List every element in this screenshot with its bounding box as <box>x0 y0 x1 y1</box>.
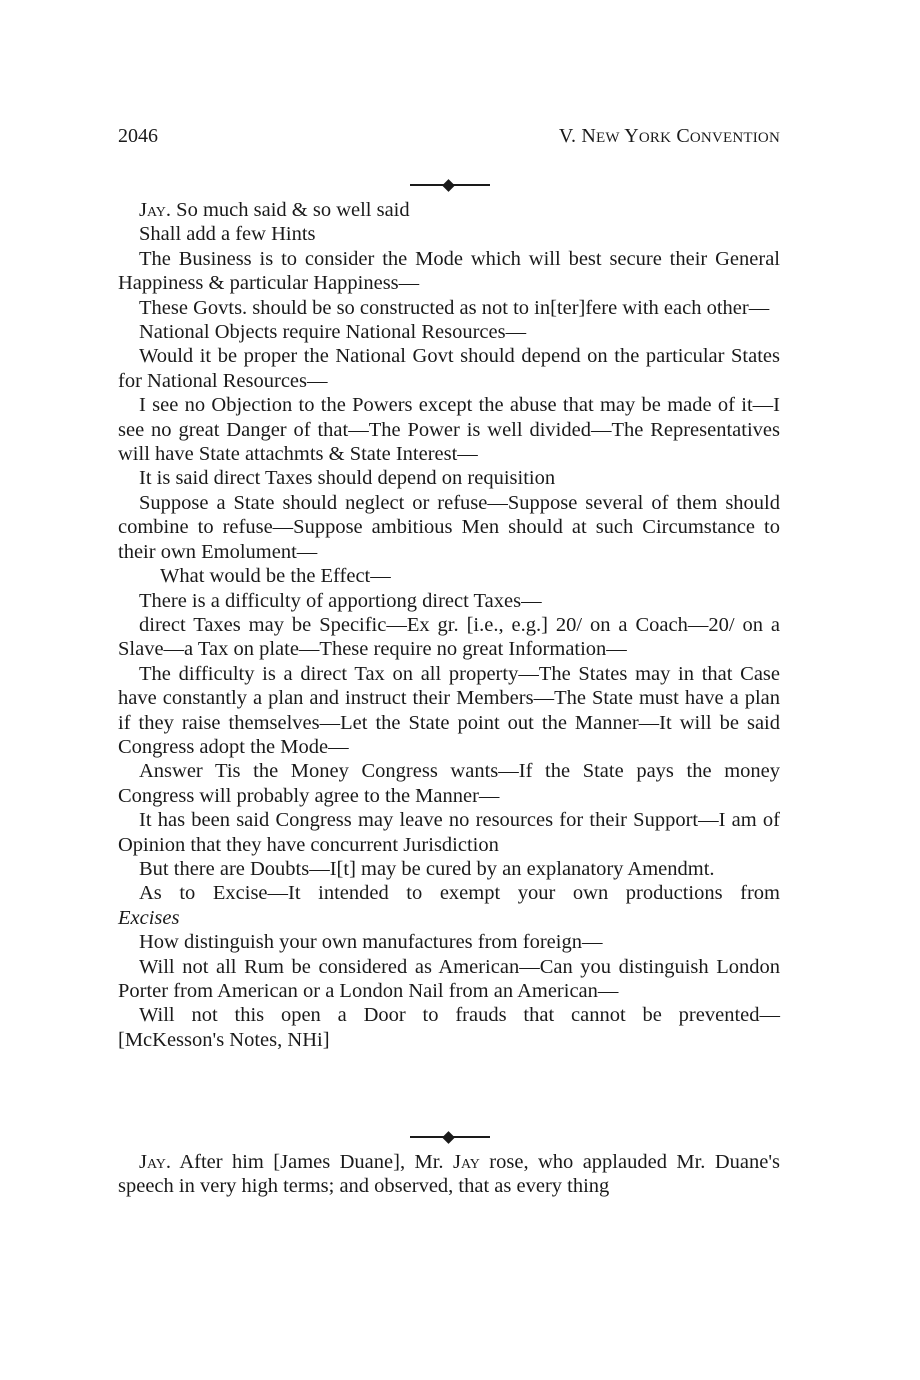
notes-paragraph: The difficulty is a direct Tax on all property—The States may in that Case have constantly a plan and instruct their Members—The State must have a plan if they raise themselves—Let the State point out the Manner—It will be said Congress adopt the Mode— <box>118 662 780 758</box>
notes-paragraph: The Business is to consider the Mode which will best secure their General Happiness & particular Happiness— <box>118 247 780 295</box>
notes-paragraph: But there are Doubts—I[t] may be cured by an explanatory Amendmt. <box>139 857 715 880</box>
notes-paragraph: I see no Objection to the Powers except the abuse that may be made of it—I see no great Danger of that—The Power is well divided—The Representatives will have State attachmts & State Interest— <box>118 394 780 466</box>
notes-paragraph: It is said direct Taxes should depend on requisition <box>139 467 556 490</box>
section-ornament-bottom <box>410 1131 490 1143</box>
report-paragraph: Jay. After him [James Duane], Mr. Jay rose, who applauded Mr. Duane's speech in very high terms; and observed, that as every thing <box>118 1151 780 1198</box>
speaker-inline: Jay <box>452 1151 480 1173</box>
notes-paragraph: Shall add a few Hints <box>139 223 316 246</box>
notes-paragraph: Suppose a State should neglect or refuse—Suppose several of them should combine to refuse—Suppose ambitious Men should at such Circumstance to their own Emolument— <box>118 491 780 563</box>
notes-paragraph: There is a difficulty of apportiong direct Taxes— <box>139 589 542 612</box>
report-section <box>118 1150 780 1199</box>
notes-paragraph: Answer Tis the Money Congress wants—If the State pays the money Congress will probably agree to the Manner— <box>118 760 780 807</box>
notes-paragraph: Would it be proper the National Govt should depend on the particular States for National Resources— <box>118 345 780 392</box>
notes-paragraph: direct Taxes may be Specific—Ex gr. [i.e., e.g.] 20/ on a Coach—20/ on a Slave—a Tax on plate—These require no great Information— <box>118 613 780 661</box>
notes-section <box>118 198 780 1052</box>
speaker-name: Jay <box>139 199 166 221</box>
notes-paragraph: What would be the Effect— <box>160 565 391 588</box>
notes-paragraph: These Govts. should be so constructed as not to in[ter]fere with each other— <box>139 296 770 319</box>
notes-paragraph: Will not all Rum be considered as American—Can you distinguish London Porter from American or a London Nail from an American— <box>118 955 780 1002</box>
notes-paragraph: National Objects require National Resources— <box>139 321 527 344</box>
notes-paragraph-italic: Excises <box>118 906 180 929</box>
notes-paragraph: Will not this open a Door to frauds that cannot be prevented— <box>139 1004 780 1027</box>
notes-paragraph: How distinguish your own manufactures from foreign— <box>139 931 603 954</box>
notes-paragraph: As to Excise—It intended to exempt your own productions from <box>139 882 780 905</box>
page-number: 2046 <box>118 125 158 147</box>
speaker-name: Jay <box>139 1151 166 1173</box>
notes-paragraph: It has been said Congress may leave no resources for their Support—I am of Opinion that they have concurrent Jurisdiction <box>118 809 780 856</box>
source-citation: [McKesson's Notes, NHi] <box>118 1028 330 1051</box>
section-ornament-top <box>410 179 490 191</box>
running-title: V. NEW YORK CONVENTION <box>558 125 780 147</box>
notes-paragraph: Jay. So much said & so well said <box>139 199 410 221</box>
